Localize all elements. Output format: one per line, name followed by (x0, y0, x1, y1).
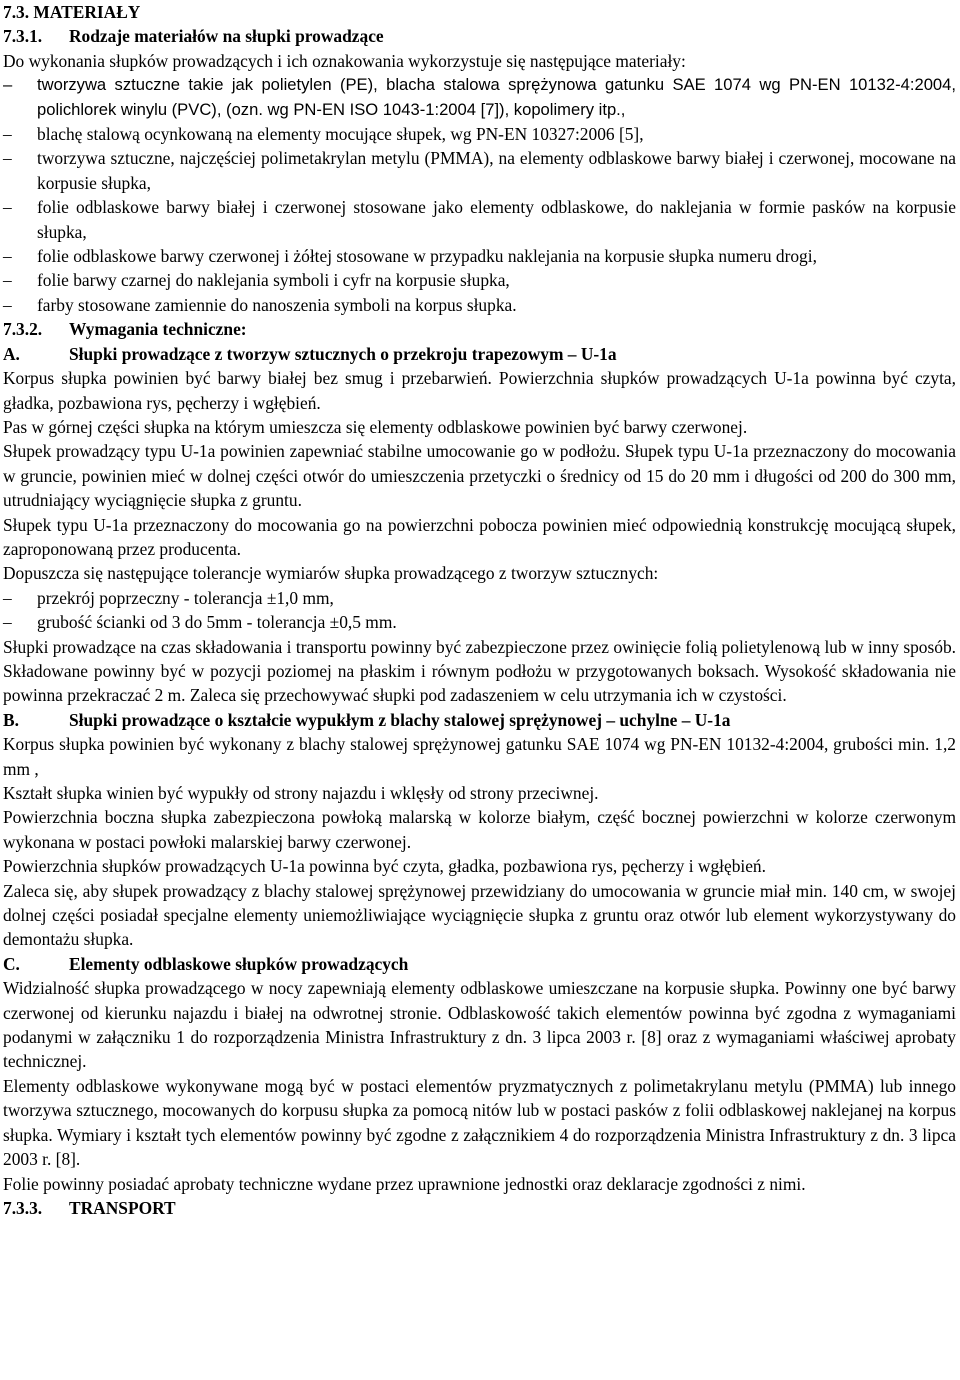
paragraph: Elementy odblaskowe wykonywane mogą być w postaci elementów pryzmatycznych z polimetakrylanu metylu (PMMA) lub innego tworzywa sztucznego, mocowanych do korpusu słupka za pomocą nitów lub w postaci pasków z folii odblaskowej naklejanej na korpus słupka. Wymiary i kształt tych elementów powinny być zgodne z załącznikiem 4 do rozporządzenia Ministra Infrastruktury z dn. 3 lipca 2003 r. [8]. (3, 1075, 956, 1170)
list-item: – blachę stalową ocynkowaną na elementy mocujące słupek, wg PN-EN 10327:2006 [5], (3, 122, 956, 146)
paragraph: Słupki prowadzące na czas składowania i transportu powinny być zabezpieczone przez owinięcie folią polietylenową lub w inny sposób. Składowane powinny być w pozycji poziomej na płaskim i równym podłożu w przygotowanych boksach. Wysokość składowania nie powinna przekraczać 2 m. Zaleca się przechowywać słupki pod zadaszeniem w celu utrzymania ich w czystości. (3, 636, 956, 706)
subsection-title: Słupki prowadzące z tworzyw sztucznych o przekroju trapezowym – U-1a (69, 343, 617, 364)
paragraph: Pas w górnej części słupka na którym umieszcza się elementy odblaskowe powinien być barwy czerwonej. (3, 416, 748, 437)
section-heading-7-3-3 (3, 1196, 956, 1220)
heading-text: TRANSPORT (69, 1197, 176, 1218)
materials-intro: Do wykonania słupków prowadzących i ich oznakowania wykorzystuje się następujące materiały: (3, 50, 686, 71)
subsection-c-heading (3, 952, 956, 976)
paragraph: Dopuszcza się następujące tolerancje wymiarów słupka prowadzącego z tworzyw sztucznych: (3, 563, 659, 584)
subsection-a-heading (3, 342, 956, 366)
section-heading-7-3: 7.3. MATERIAŁY (3, 2, 141, 22)
paragraph: Folie powinny posiadać aprobaty techniczne wydane przez uprawnione jednostki oraz deklaracje zgodności z nimi. (3, 1173, 806, 1194)
list-item: – tworzywa sztuczne takie jak polietylen (PE), blacha stalowa sprężynowa gatunku SAE 1074 wg PN-EN 10132-4:2004, polichlorek winylu (PVC), (ozn. wg PN-EN ISO 1043-1:2004 [7]), kopolimery itp., (3, 73, 956, 122)
heading-number: 7.3.1. (3, 26, 43, 47)
heading-number: 7.3.3. (3, 1197, 43, 1218)
paragraph: Zaleca się, aby słupek prowadzący z blachy stalowej sprężynowej przewidziany do umocowania w gruncie miał min. 140 cm, w swojej dolnej części posiadał specjalne elementy uniemożliwiające wyciągnięcie słupka z gruntu oraz otwór lub element wykorzystywany do demontażu słupka. (3, 880, 956, 950)
subsection-b-heading (3, 708, 956, 732)
materials-list (3, 73, 956, 317)
tolerance-list (3, 586, 956, 635)
heading-text: Wymagania techniczne: (69, 319, 247, 340)
paragraph: Powierzchnia boczna słupka zabezpieczona powłoką malarską w kolorze białym, część bocznej powierzchni w kolorze czerwonym wykonana w postaci powłoki malarskiej barwy czerwonej. (3, 807, 956, 852)
heading-number: 7.3.2. (3, 319, 43, 340)
paragraph: Widzialność słupka prowadzącego w nocy zapewniają elementy odblaskowe umieszczane na korpusie słupka. Powinny one być barwy czerwonej od kierunku najazdu i białej na odwrotnej stronie. Odblaskowość takich elementów powinna być zgodna z wymaganiami podanymi w załączniku 1 do rozporządzenia Ministra Infrastruktury z dn. 3 lipca 2003 r. [8] oraz z wymaganiami właściwej aprobaty technicznej. (3, 978, 956, 1072)
paragraph: Korpus słupka powinien być barwy białej bez smug i przebarwień. Powierzchnia słupków prowadzących U-1a powinna być czyta, gładka, pozbawiona rys, pęcherzy i wgłębień. (3, 368, 956, 413)
paragraph: Powierzchnia słupków prowadzących U-1a powinna być czyta, gładka, pozbawiona rys, pęcherzy i wgłębień. (3, 856, 766, 877)
section-heading-7-3-2 (3, 317, 956, 341)
paragraph: Słupek prowadzący typu U-1a powinien zapewniać stabilne umocowanie go w podłożu. Słupek typu U-1a przeznaczony do mocowania w gruncie, powinien mieć w dolnej części otwór do umieszczenia przetyczki o średnicy od 15 do 20 mm i długości od 200 do 300 mm, utrudniający wyciągnięcie słupka z gruntu. (3, 441, 956, 511)
list-item: – folie barwy czarnej do naklejania symboli i cyfr na korpusie słupka, (3, 268, 956, 292)
subsection-letter: B. (3, 709, 19, 730)
subsection-letter: C. (3, 953, 20, 974)
paragraph: Kształt słupka winien być wypukły od strony najazdu i wklęsły od strony przeciwnej. (3, 783, 599, 803)
list-item: – tworzywa sztuczne, najczęściej polimetakrylan metylu (PMMA), na elementy odblaskowe barwy białej i czerwonej, mocowane na korpusie słupka, (3, 146, 956, 195)
list-item: – przekrój poprzeczny - tolerancja ±1,0 mm, (3, 586, 956, 610)
subsection-title: Elementy odblaskowe słupków prowadzących (69, 953, 409, 974)
list-item: – folie odblaskowe barwy białej i czerwonej stosowane jako elementy odblaskowe, do naklejania w formie pasków na korpusie słupka, (3, 195, 956, 244)
section-heading-7-3-1 (3, 24, 956, 48)
subsection-title: Słupki prowadzące o kształcie wypukłym z blachy stalowej sprężynowej – uchylne – U-1a (69, 709, 731, 730)
heading-text: Rodzaje materiałów na słupki prowadzące (69, 26, 384, 47)
list-item: – folie odblaskowe barwy czerwonej i żółtej stosowane w przypadku naklejania na korpusie słupka numeru drogi, (3, 244, 956, 268)
list-item: – farby stosowane zamiennie do nanoszenia symboli na korpus słupka. (3, 293, 956, 317)
paragraph: Słupek typu U-1a przeznaczony do mocowania go na powierzchni pobocza powinien mieć odpowiednią konstrukcję mocującą słupek, zaproponowaną przez producenta. (3, 514, 956, 559)
subsection-letter: A. (3, 343, 20, 364)
list-item: – grubość ścianki od 3 do 5mm - tolerancja ±0,5 mm. (3, 610, 956, 634)
paragraph: Korpus słupka powinien być wykonany z blachy stalowej sprężynowej gatunku SAE 1074 wg PN-EN 10132-4:2004, grubości min. 1,2 mm , (3, 734, 956, 779)
